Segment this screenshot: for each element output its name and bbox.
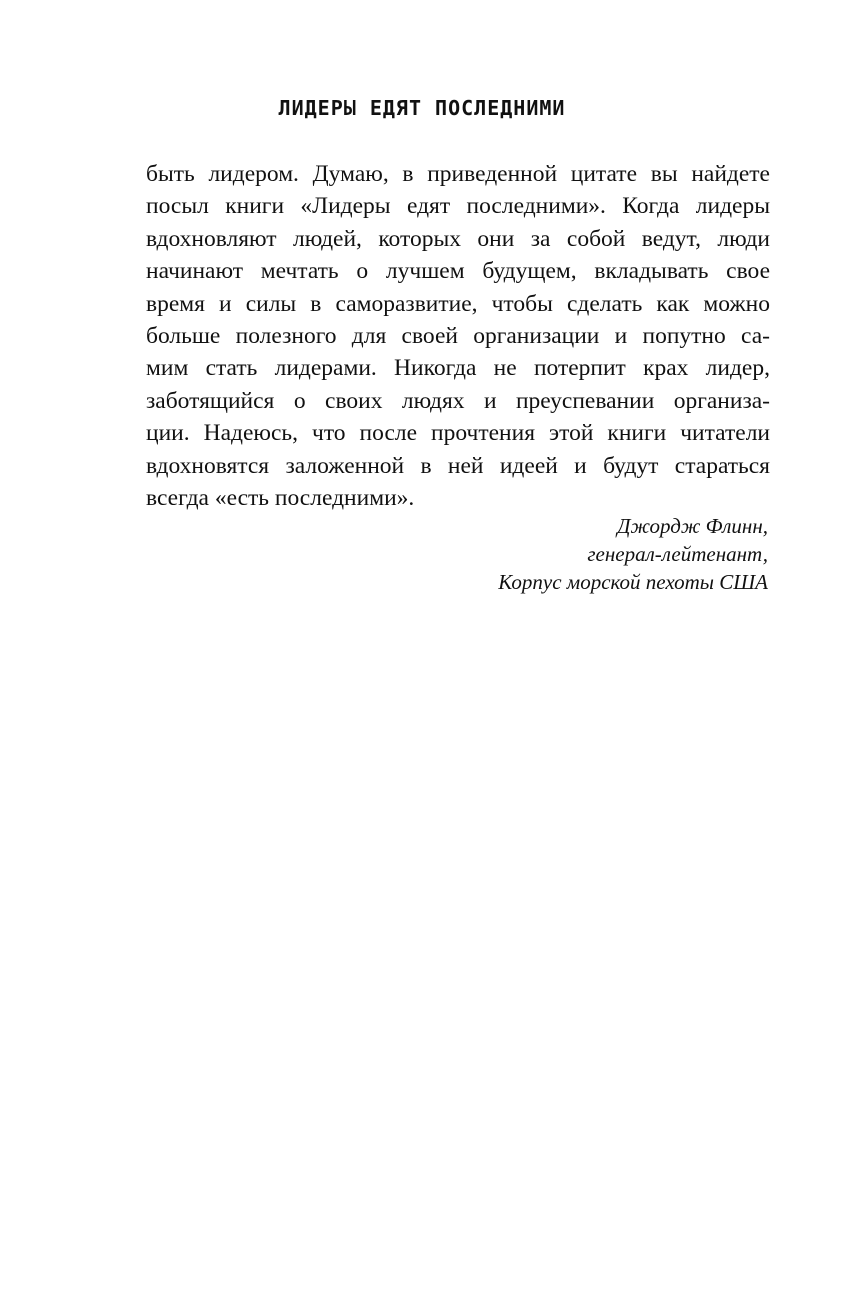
signature-block xyxy=(146,512,768,596)
text-line: вдохновятся заложенной в ней идеей и будут стараться xyxy=(146,452,770,479)
text-line: заботящийся о своих людях и преуспевании организа- xyxy=(146,387,770,414)
signature-rank: генерал-лейтенант, xyxy=(587,542,768,566)
text-line: время и силы в саморазвитие, чтобы сделать как можно xyxy=(146,290,770,317)
text-line: посыл книги «Лидеры едят последними». Когда лидеры xyxy=(146,193,770,220)
running-header: ЛИДЕРЫ ЕДЯТ ПОСЛЕДНИМИ xyxy=(278,96,566,120)
text-line: больше полезного для своей организации и попутно са- xyxy=(146,322,770,349)
text-line: вдохновляют людей, которых они за собой ведут, люди xyxy=(146,225,770,252)
signature-name: Джордж Флинн, xyxy=(617,514,768,538)
signature-organization: Корпус морской пехоты США xyxy=(498,570,768,594)
text-line: мим стать лидерами. Никогда не потерпит крах лидер, xyxy=(146,355,770,382)
text-line: начинают мечтать о лучшем будущем, вкладывать свое xyxy=(146,258,770,285)
body-paragraph xyxy=(146,158,770,514)
text-line: ции. Надеюсь, что после прочтения этой книги читатели xyxy=(146,420,770,447)
text-line: всегда «есть последними». xyxy=(146,484,415,511)
text-line: быть лидером. Думаю, в приведенной цитате вы найдете xyxy=(146,161,770,187)
